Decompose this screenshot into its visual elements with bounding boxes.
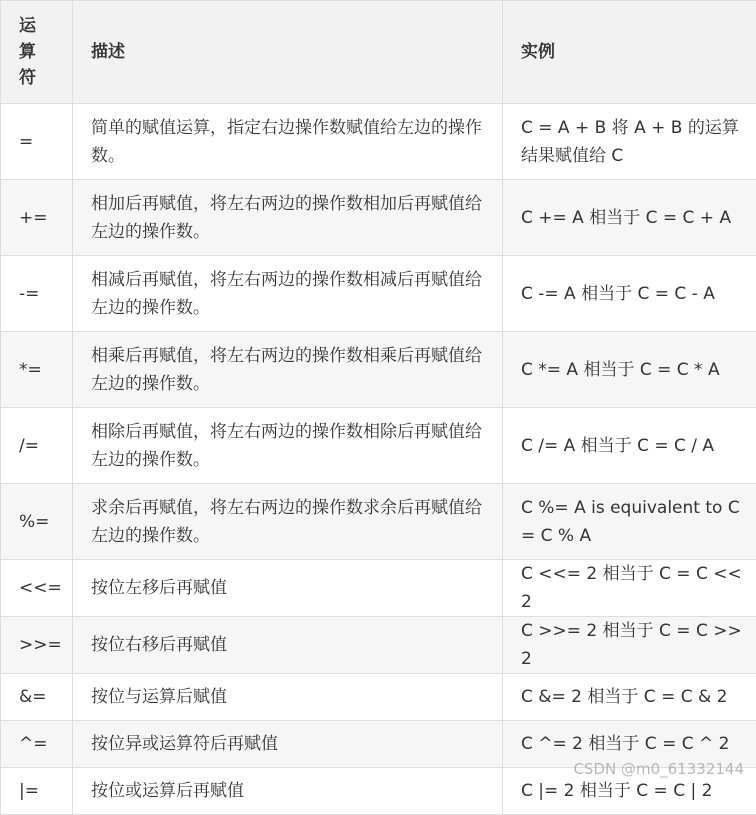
example-cell: C <<= 2 相当于 C = C << 2 [503, 560, 756, 617]
description-cell: 按位左移后再赋值 [73, 560, 503, 617]
example-cell: C ^= 2 相当于 C = C ^ 2 [503, 721, 756, 768]
operator-cell: |= [1, 768, 73, 815]
description-cell: 按位与运算后赋值 [73, 674, 503, 721]
watermark: CSDN @m0_61332144 [573, 760, 744, 778]
example-cell: C -= A 相当于 C = C - A [503, 256, 756, 332]
operator-cell: -= [1, 256, 73, 332]
description-cell: 相减后再赋值，将左右两边的操作数相减后再赋值给左边的操作数。 [73, 256, 503, 332]
table-row [1, 332, 756, 408]
table-header-row [1, 1, 756, 104]
operator-cell: &= [1, 674, 73, 721]
description-cell: 按位或运算后再赋值 [73, 768, 503, 815]
operator-cell: = [1, 104, 73, 180]
description-cell: 求余后再赋值，将左右两边的操作数求余后再赋值给左边的操作数。 [73, 484, 503, 560]
example-cell: C |= 2 相当于 C = C | 2 [503, 768, 756, 815]
description-cell: 按位右移后再赋值 [73, 617, 503, 674]
example-cell: C %= A is equivalent to C = C % A [503, 484, 756, 560]
example-cell: C += A 相当于 C = C + A [503, 180, 756, 256]
example-cell: C &= 2 相当于 C = C & 2 [503, 674, 756, 721]
description-cell: 相加后再赋值，将左右两边的操作数相加后再赋值给左边的操作数。 [73, 180, 503, 256]
table-row [1, 674, 756, 721]
example-cell: C >>= 2 相当于 C = C >> 2 [503, 617, 756, 674]
description-cell: 相除后再赋值，将左右两边的操作数相除后再赋值给左边的操作数。 [73, 408, 503, 484]
table-row [1, 408, 756, 484]
description-cell: 相乘后再赋值，将左右两边的操作数相乘后再赋值给左边的操作数。 [73, 332, 503, 408]
operator-cell: %= [1, 484, 73, 560]
table-row [1, 617, 756, 674]
description-cell: 按位异或运算符后再赋值 [73, 721, 503, 768]
header-example: 实例 [503, 1, 756, 104]
header-description: 描述 [73, 1, 503, 104]
operator-cell: <<= [1, 560, 73, 617]
table-row [1, 256, 756, 332]
operator-cell: >>= [1, 617, 73, 674]
table-row [1, 104, 756, 180]
example-cell: C /= A 相当于 C = C / A [503, 408, 756, 484]
table-row [1, 484, 756, 560]
header-operator: 运算符 [1, 1, 73, 104]
table-row [1, 768, 756, 815]
table-row [1, 560, 756, 617]
description-cell: 简单的赋值运算，指定右边操作数赋值给左边的操作数。 [73, 104, 503, 180]
example-cell: C = A + B 将 A + B 的运算结果赋值给 C [503, 104, 756, 180]
operator-cell: ^= [1, 721, 73, 768]
operator-cell: *= [1, 332, 73, 408]
table-row [1, 180, 756, 256]
table-row [1, 721, 756, 768]
operator-cell: /= [1, 408, 73, 484]
example-cell: C *= A 相当于 C = C * A [503, 332, 756, 408]
operator-cell: += [1, 180, 73, 256]
